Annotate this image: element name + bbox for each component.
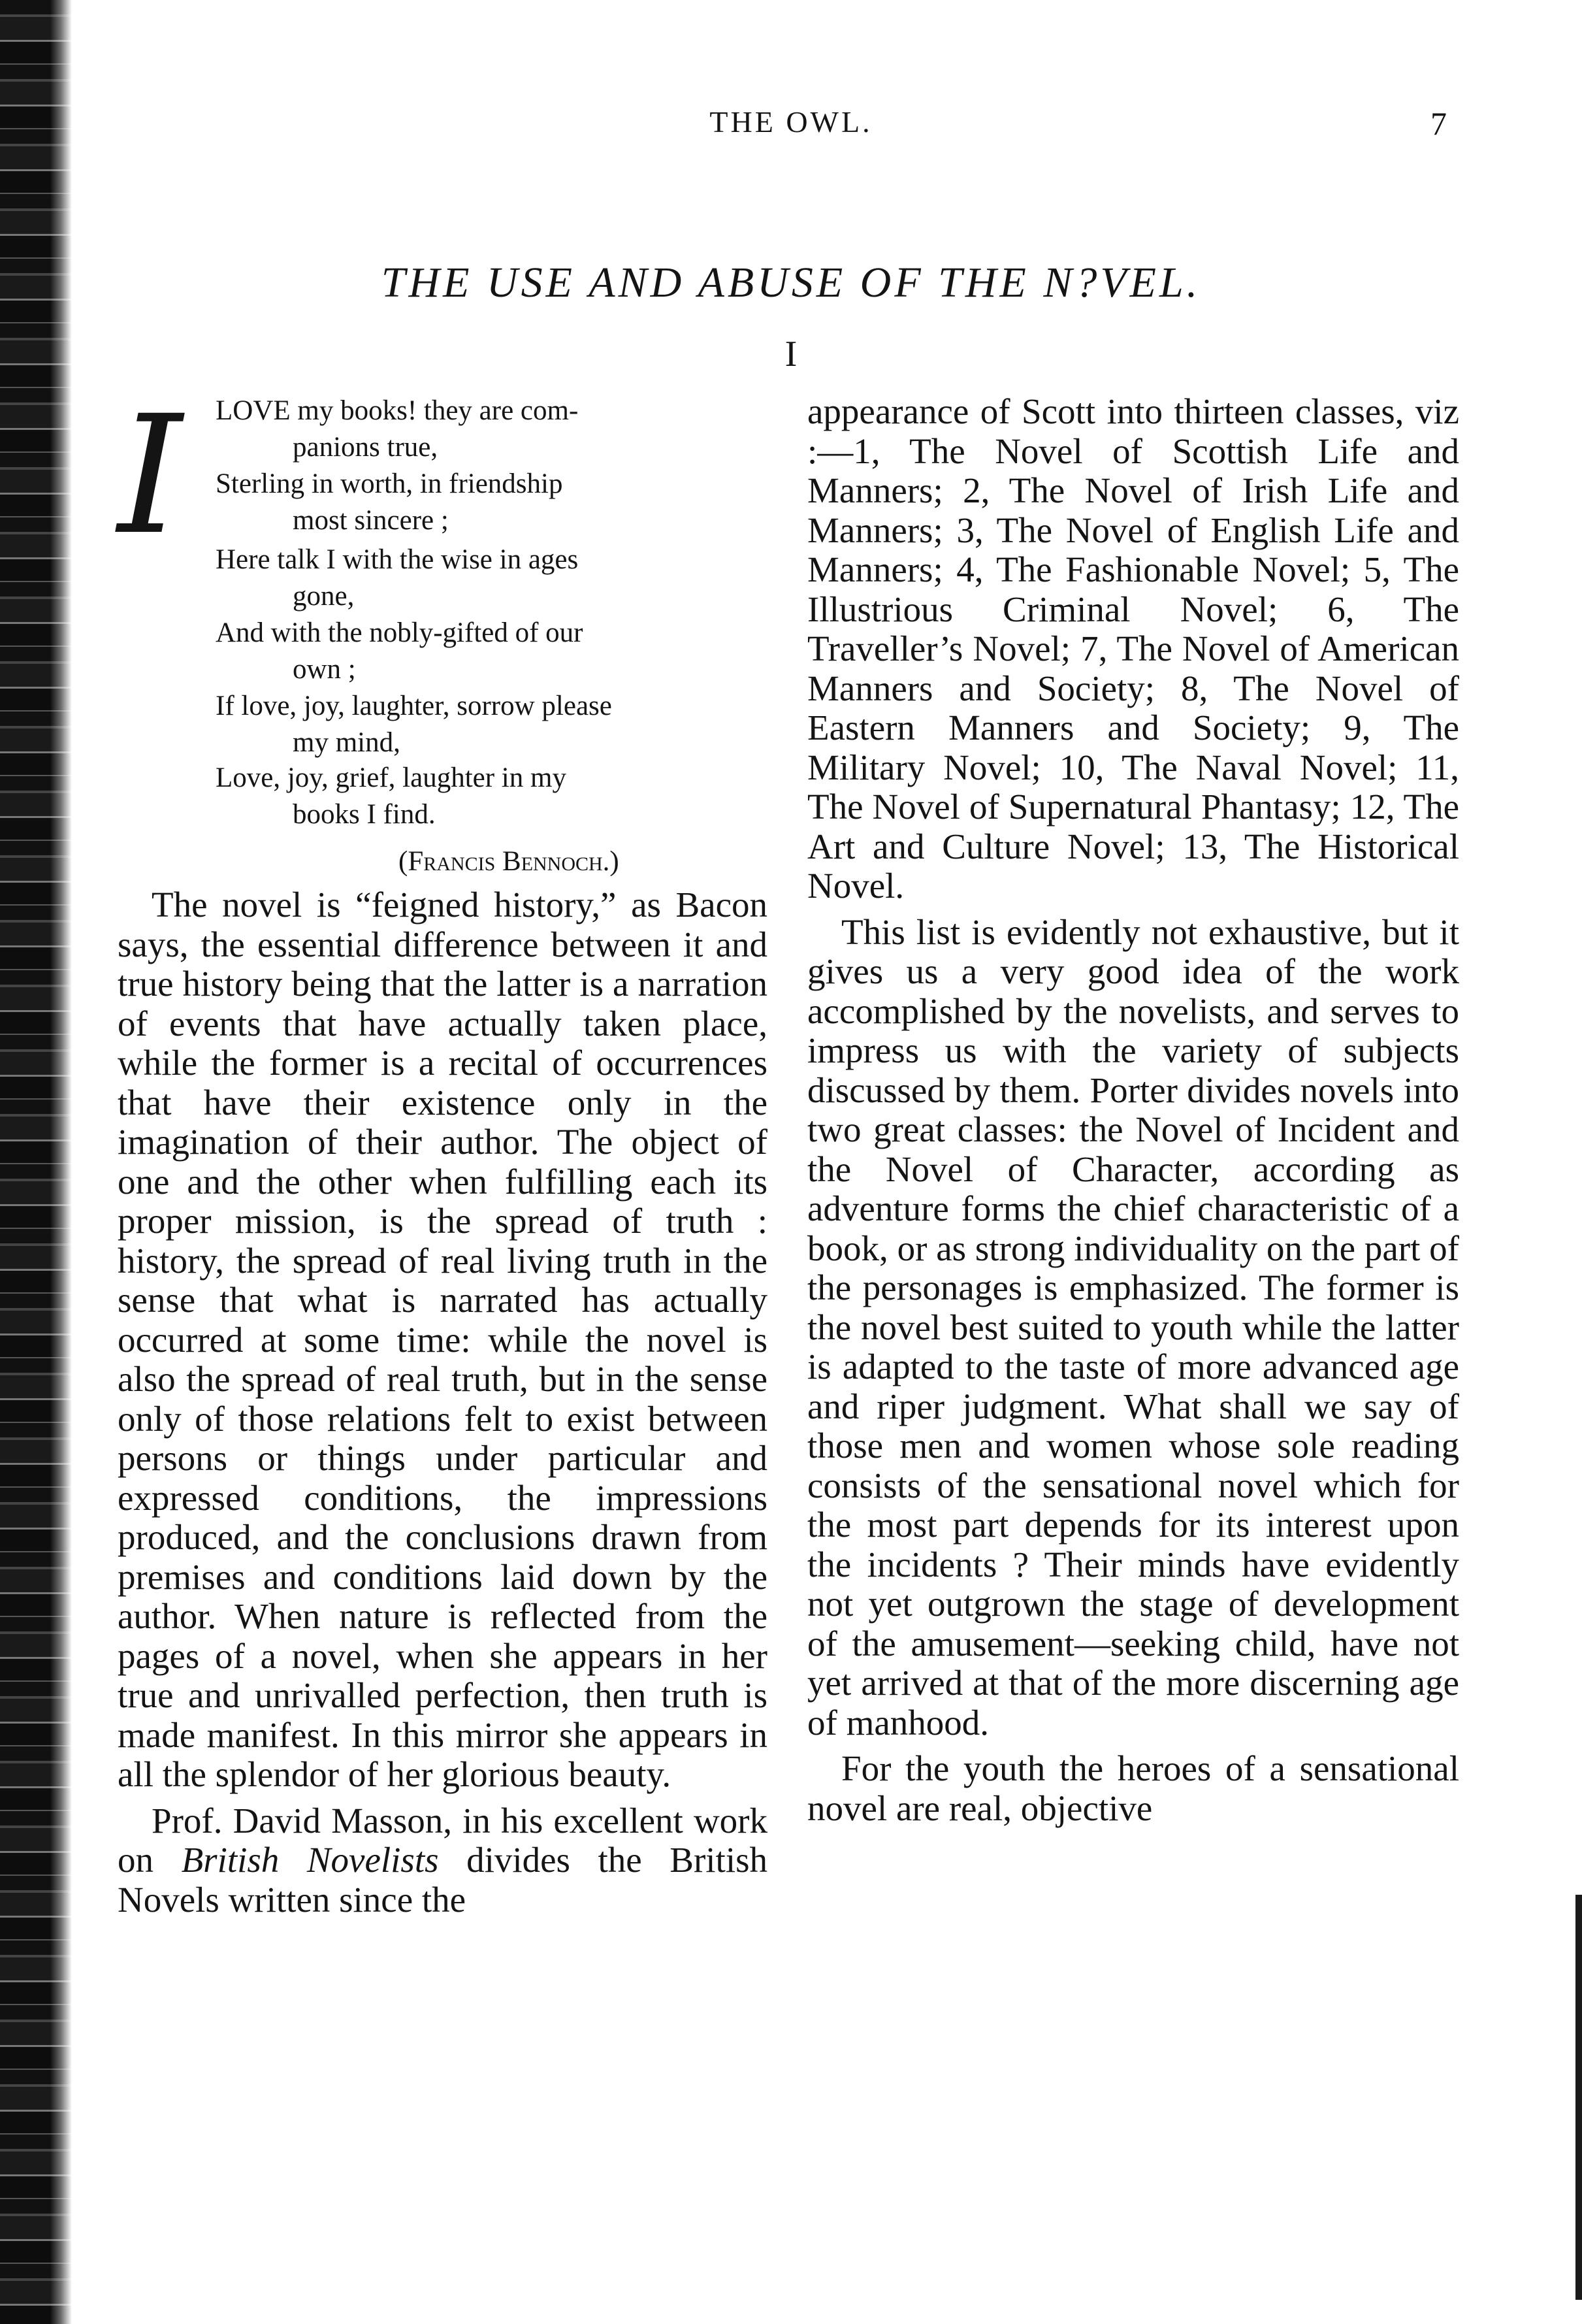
body-paragraph: This list is evidently not exhaustive, but it gives us a very good idea of the work accomplished by the novelists, and serves to impress us with the variety of subjects discussed by them. Porter divides novels into two great classes: the Novel of Incident and the Novel of Character, according as adventure forms the chief characteristic of a book, or as strong individuality on the part of the personages is emphasized. The former is the novel best suited to youth while the latter is adapted to the taste of more advanced age and riper judgment. What shall we say of those men and women whose sole reading consists of the sensational novel which for the most part depends for its interest upon the incidents ? Their minds have evidently not yet outgrown the stage of development of the amusement—seeking child, have not yet arrived at that of the more discerning age of manhood.	[807, 911, 1459, 1743]
poem-line: panions true,	[293, 432, 438, 463]
poem-line: LOVE my books! they are com-	[216, 395, 579, 426]
page-edge-shadow	[1575, 1895, 1582, 2300]
paragraph-text: Prof. David Masson, in his excellent work on	[118, 1800, 767, 1880]
paragraph-text: divides the British Novels written since the	[118, 1840, 768, 1920]
article-title: THE USE AND ABUSE OF THE N?VEL.	[381, 259, 1201, 306]
running-head: THE OWL.	[709, 105, 873, 139]
right-column	[807, 392, 1459, 1828]
left-column	[118, 380, 768, 1920]
poem-line: And with the nobly-gifted of our	[216, 617, 583, 648]
body-paragraph: The novel is “feigned history,” as Bacon says, the essential difference between it and true history being that the latter is a narration of events that have actually taken place, while the former is a recital of occurrences that have their existence only in the imagination of their author. The object of one and the other when fulfilling each its proper mission, is the spread of truth : history, the spread of real living truth in the sense that what is narrated has actually occurred at some time: while the novel is also the spread of real truth, but in the sense only of those relations felt to exist between persons or things under particular and expressed conditions, the impressions produced, and the conclusions drawn from premises and conditions laid down by the author. When nature is reflected from the pages of a novel, when she appears in her true and unrivalled perfection, then truth is made manifest. In this mirror she appears in all the splendor of her glorious beauty.	[118, 885, 767, 1794]
body-paragraph: For the youth the heroes of a sensational novel are real, objective	[807, 1748, 1459, 1828]
body-paragraph	[118, 1801, 767, 1920]
body-paragraph: appearance of Scott into thirteen classes, viz :—1, The Novel of Scottish Life and Manners; 2, The Novel of Irish Life and Manners; 3, The Novel of English Life and Manners; 4, The Fashionable Novel; 5, The Illustrious Criminal Novel; 6, The Traveller’s Novel; 7, The Novel of American Manners and Society; 8, The Novel of Eastern Manners and Society; 9, The Military Novel; 10, The Naval Novel; 11, The Novel of Supernatural Phantasy; 12, The Art and Culture Novel; 13, The Historical Novel.	[807, 391, 1459, 906]
right-column-text	[807, 392, 1459, 1828]
poem-line: Here talk I with the wise in ages	[216, 544, 579, 575]
left-column-text	[118, 885, 767, 1920]
page-number: 7	[1430, 105, 1447, 142]
book-title: British Novelists	[181, 1840, 439, 1880]
poem-line: If love, joy, laughter, sorrow please	[216, 691, 612, 721]
poem-line: books I find.	[293, 799, 436, 830]
poem-line: most sincere ;	[293, 505, 449, 536]
poem-line: gone,	[293, 581, 355, 612]
part-number: I	[784, 334, 798, 374]
poem-line: Love, joy, grief, laughter in my	[216, 762, 566, 793]
epigraph-poem	[118, 380, 767, 885]
poem-line: own ;	[293, 654, 356, 685]
poem-line: Sterling in worth, in friendship	[216, 468, 563, 499]
drop-cap: I	[118, 380, 182, 570]
poem-attribution: (Francis Bennoch.)	[398, 846, 619, 877]
poem-line: my mind,	[293, 727, 400, 758]
